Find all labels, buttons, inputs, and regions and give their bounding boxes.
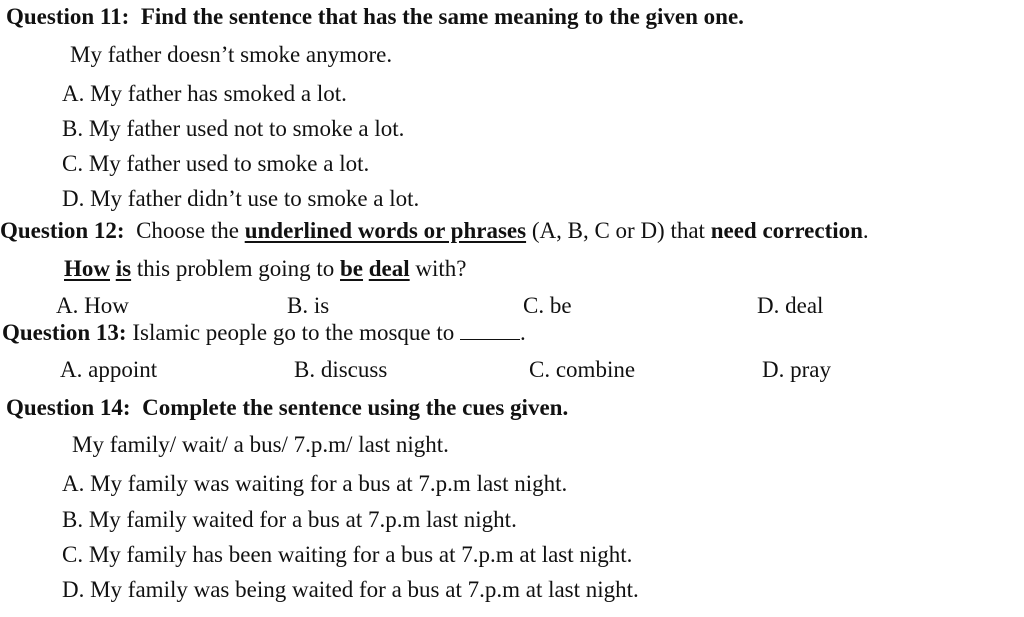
question-12-sentence bbox=[64, 256, 467, 282]
question-12-option-b[interactable]: B. is bbox=[287, 293, 330, 318]
question-12-word-how: How bbox=[64, 256, 110, 281]
question-12-instruction-part1: Choose the bbox=[136, 218, 239, 243]
question-12-word-be: be bbox=[340, 256, 364, 281]
question-13-option-a[interactable]: A. appoint bbox=[60, 357, 158, 382]
question-13-label: Question 13: bbox=[2, 320, 127, 345]
question-13-prompt-before: Islamic people go to the mosque to bbox=[132, 320, 455, 345]
question-13-option-c[interactable]: C. combine bbox=[529, 357, 636, 382]
question-13-prompt-after: . bbox=[520, 320, 526, 345]
question-11-option-b[interactable]: B. My father used not to smoke a lot. bbox=[62, 116, 405, 141]
question-12-option-a[interactable]: A. How bbox=[56, 293, 129, 318]
question-14-header bbox=[6, 395, 568, 421]
question-14-option-b[interactable]: B. My family waited for a bus at 7.p.m last night. bbox=[62, 507, 517, 532]
question-14-option-c[interactable]: C. My family has been waiting for a bus at 7.p.m at last night. bbox=[62, 542, 633, 567]
question-12-option-c[interactable]: C. be bbox=[523, 293, 572, 318]
question-12-sentence-middle: this problem going to bbox=[136, 256, 335, 281]
question-14-option-d[interactable]: D. My family was being waited for a bus at 7.p.m at last night. bbox=[62, 577, 639, 602]
question-12-header bbox=[0, 218, 869, 244]
question-13-blank bbox=[460, 321, 520, 340]
question-11-instruction: Find the sentence that has the same meaning to the given one. bbox=[140, 4, 744, 29]
question-12-instruction-underlined: underlined words or phrases bbox=[244, 218, 527, 243]
question-14-cues: My family/ wait/ a bus/ 7.p.m/ last night. bbox=[72, 432, 449, 457]
question-13-header bbox=[2, 320, 526, 346]
question-13-option-b[interactable]: B. discuss bbox=[294, 357, 388, 382]
question-11-option-c[interactable]: C. My father used to smoke a lot. bbox=[62, 151, 370, 176]
question-12-word-is: is bbox=[115, 256, 132, 281]
question-12-sentence-end: with? bbox=[415, 256, 467, 281]
question-14-instruction: Complete the sentence using the cues given. bbox=[142, 395, 569, 420]
question-11-label: Question 11: bbox=[6, 4, 130, 29]
question-12-word-deal: deal bbox=[368, 256, 410, 281]
question-14-label: Question 14: bbox=[6, 395, 131, 420]
question-11-prompt: My father doesn’t smoke anymore. bbox=[70, 42, 393, 67]
question-14-option-a[interactable]: A. My family was waiting for a bus at 7.p.m last night. bbox=[62, 471, 568, 496]
question-13-option-d[interactable]: D. pray bbox=[762, 357, 831, 382]
question-12-instruction-end: . bbox=[862, 218, 869, 243]
question-12-instruction-bold: need correction bbox=[710, 218, 863, 243]
question-11-option-d[interactable]: D. My father didn’t use to smoke a lot. bbox=[62, 186, 420, 211]
question-11-option-a[interactable]: A. My father has smoked a lot. bbox=[62, 81, 347, 106]
question-11-header bbox=[6, 4, 744, 30]
question-12-instruction-part2: (A, B, C or D) that bbox=[531, 218, 705, 243]
question-12-label: Question 12: bbox=[0, 218, 125, 243]
question-12-option-d[interactable]: D. deal bbox=[757, 293, 824, 318]
